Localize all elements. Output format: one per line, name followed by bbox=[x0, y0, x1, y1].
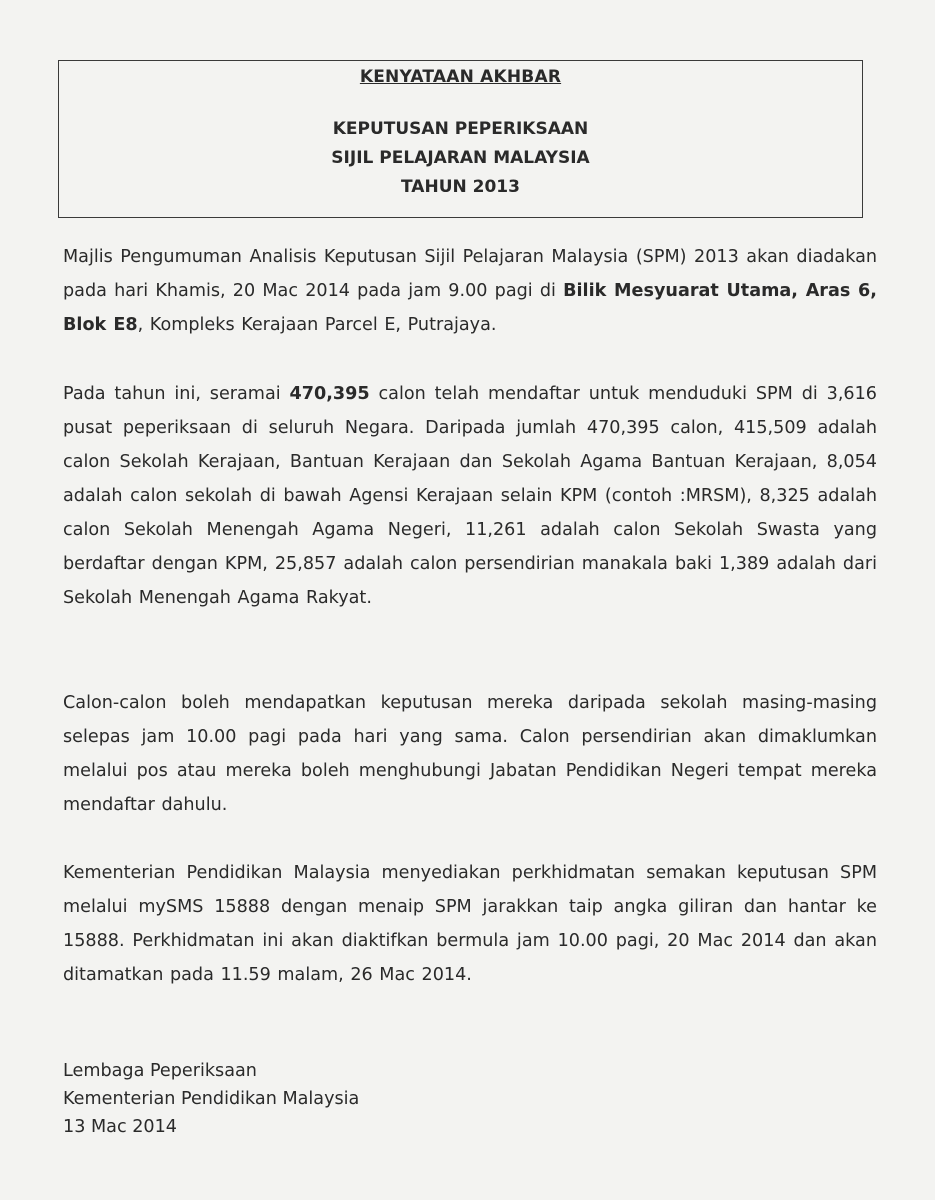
signature-org: Lembaga Peperiksaan bbox=[63, 1061, 257, 1081]
paragraph-results-collection: Calon-calon boleh mendapatkan keputusan mereka daripada sekolah masing-masing selepas jam 10.00 pagi pada hari yang sama. Calon persendirian akan dimaklumkan melalui pos atau mereka boleh menghubungi Jabatan Pendidikan Negeri tempat mereka mendaftar dahulu. bbox=[63, 693, 877, 815]
title-line-3: TAHUN 2013 bbox=[401, 177, 520, 197]
signature-block bbox=[63, 1057, 359, 1141]
signature-ministry: Kementerian Pendidikan Malaysia bbox=[63, 1089, 360, 1109]
title-line-1: KEPUTUSAN PEPERIKSAAN bbox=[332, 119, 589, 139]
document-title bbox=[59, 115, 862, 202]
paragraph-announcement bbox=[63, 240, 877, 342]
statistics-breakdown: calon telah mendaftar untuk menduduki SPM di 3,616 pusat peperiksaan di seluruh Negara. Daripada jumlah 470,395 calon, 415,509 adalah calon Sekolah Kerajaan, Bantuan Kerajaan dan Sekolah Agama Bantuan Kerajaan, 8,054 adalah calon sekolah di bawah Agensi Kerajaan selain KPM (contoh :MRSM), 8,325 adalah calon Sekolah Menengah Agama Negeri, 11,261 adalah calon Sekolah Swasta yang berdaftar dengan KPM, 25,857 adalah calon persendirian manakala baki 1,389 adalah dari Sekolah Menengah Agama Rakyat. bbox=[63, 384, 877, 608]
venue-name: Bilik Mesyuarat Utama, Aras 6, Blok E8 bbox=[63, 281, 877, 335]
paragraph-candidate-statistics bbox=[63, 377, 877, 615]
header-box bbox=[58, 60, 863, 218]
signature-date: 13 Mac 2014 bbox=[63, 1117, 177, 1137]
statistics-intro: Pada tahun ini, seramai bbox=[63, 384, 290, 404]
press-release-label: KENYATAAN AKHBAR bbox=[359, 67, 562, 87]
paragraph-announcement-text: Majlis Pengumuman Analisis Keputusan Sijil Pelajaran Malaysia (SPM) 2013 akan diadakan pada hari Khamis, 20 Mac 2014 pada jam 9.00 pagi di bbox=[63, 247, 877, 301]
title-line-2: SIJIL PELAJARAN MALAYSIA bbox=[331, 148, 590, 168]
paragraph-sms-service: Kementerian Pendidikan Malaysia menyediakan perkhidmatan semakan keputusan SPM melalui mySMS 15888 dengan menaip SPM jarakkan taip angka giliran dan hantar ke 15888. Perkhidmatan ini akan diaktifkan bermula jam 10.00 pagi, 20 Mac 2014 dan akan ditamatkan pada 11.59 malam, 26 Mac 2014. bbox=[63, 863, 877, 985]
total-candidates: 470,395 bbox=[289, 384, 370, 404]
venue-location: , Kompleks Kerajaan Parcel E, Putrajaya. bbox=[137, 315, 497, 335]
